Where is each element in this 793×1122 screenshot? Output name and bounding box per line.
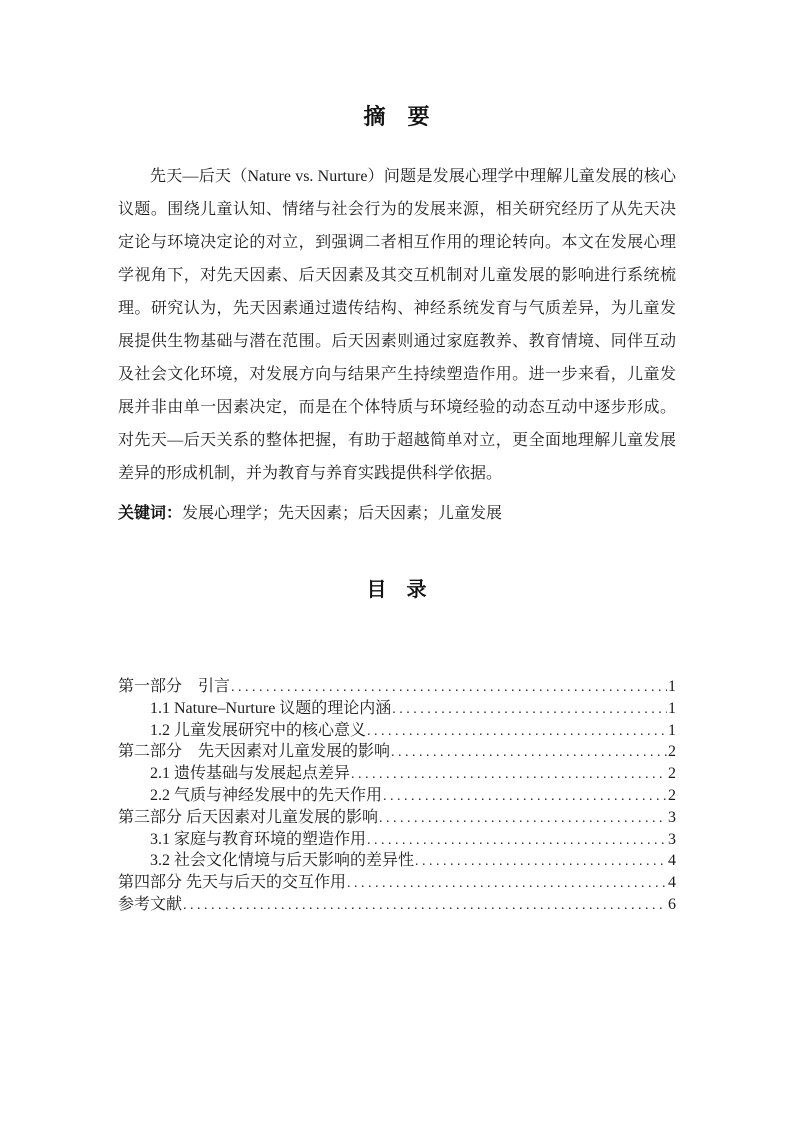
toc-leader-dots	[391, 743, 667, 761]
toc-entry-page: 2	[668, 743, 676, 761]
toc-entry-label: 参考文献	[118, 895, 183, 913]
toc-list	[118, 673, 676, 913]
toc-leader-dots	[367, 722, 667, 740]
toc-leader-dots	[347, 874, 667, 892]
toc-entry-label: 第三部分 后天因素对儿童发展的影响	[118, 808, 379, 826]
toc-entry-page: 6	[668, 895, 676, 913]
toc-entry-page: 3	[668, 808, 676, 826]
toc-entry	[118, 782, 676, 804]
toc-entry	[118, 847, 676, 869]
toc-entry-label: 第二部分 先天因素对儿童发展的影响	[118, 743, 391, 761]
toc-entry-page: 1	[668, 721, 676, 739]
toc-leader-dots	[379, 809, 667, 827]
toc-leader-dots	[351, 765, 667, 783]
abstract-paragraph: 先天—后天（Nature vs. Nurture）问题是发展心理学中理解儿童发展的核心议题。围绕儿童认知、情绪与社会行为的发展来源，相关研究经历了从先天决定论与环境决定论的对立，到强调二者相互作用的理论转向。本文在发展心理学视角下，对先天因素、后天因素及其交互机制对儿童发展的影响进行系统梳理。研究认为，先天因素通过遗传结构、神经系统发育与气质差异，为儿童发展提供生物基础与潜在范围。后天因素则通过家庭教养、教育情境、同伴互动及社会文化环境，对发展方向与结果产生持续塑造作用。进一步来看，儿童发展并非由单一因素决定，而是在个体特质与环境经验的动态互动中逐步形成。对先天—后天关系的整体把握，有助于超越简单对立，更全面地理解儿童发展差异的形成机制，并为教育与养育实践提供科学依据。	[118, 168, 676, 482]
toc-entry-label: 第一部分 引言	[118, 678, 231, 695]
toc-entry	[118, 673, 676, 695]
keywords-text: 发展心理学；先天因素；后天因素；儿童发展	[182, 505, 503, 522]
toc-entry-page: 4	[668, 852, 676, 870]
toc-entry-page: 4	[668, 874, 676, 892]
toc-entry-page: 1	[668, 699, 676, 717]
keywords-label: 关键词：	[118, 505, 183, 522]
toc-entry	[118, 717, 676, 739]
toc-leader-dots	[383, 787, 667, 805]
toc-entry-label: 1.1 Nature–Nurture 议题的理论内涵	[150, 699, 392, 717]
toc-title: 目 录	[366, 579, 427, 601]
toc-leader-dots	[415, 852, 667, 870]
toc-entry	[118, 869, 676, 891]
toc-entry-page: 2	[668, 765, 676, 783]
toc-entry	[118, 695, 676, 717]
toc-leader-dots	[367, 831, 667, 849]
toc-leader-dots	[231, 678, 667, 696]
toc-entry	[118, 804, 676, 826]
toc-entry-label: 3.1 家庭与教育环境的塑造作用	[150, 830, 367, 848]
toc-entry-label: 2.1 遗传基础与发展起点差异	[150, 765, 351, 783]
keywords-line	[118, 503, 718, 525]
toc-entry-label: 第四部分 先天与后天的交互作用	[118, 874, 347, 892]
toc-entry	[118, 826, 676, 848]
toc-leader-dots	[392, 700, 667, 718]
toc-entry	[118, 738, 676, 760]
toc-entry-page: 1	[668, 678, 676, 695]
toc-leader-dots	[183, 896, 667, 914]
toc-entry-label: 1.2 儿童发展研究中的核心意义	[150, 721, 367, 739]
toc-entry-page: 2	[668, 786, 676, 804]
toc-entry-label: 3.2 社会文化情境与后天影响的差异性	[150, 852, 415, 870]
toc-entry	[118, 760, 676, 782]
toc-entry	[118, 891, 676, 913]
toc-entry-page: 3	[668, 830, 676, 848]
toc-entry-label: 2.2 气质与神经发展中的先天作用	[150, 786, 383, 804]
abstract-title: 摘 要	[363, 104, 430, 129]
